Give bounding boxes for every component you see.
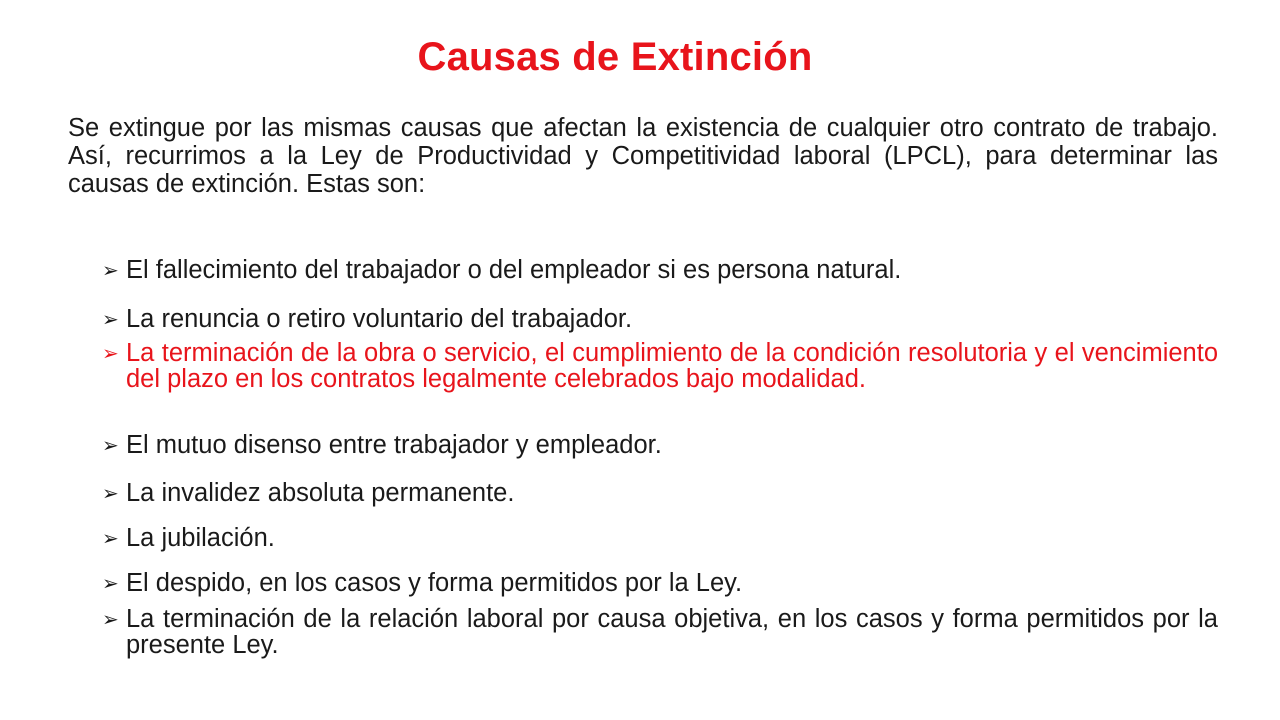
cause-text: La jubilación.: [126, 524, 275, 552]
cause-item-death: [104, 257, 1218, 283]
cause-item-resignation: [104, 306, 1218, 332]
cause-text: El mutuo disenso entre trabajador y empleador.: [126, 431, 662, 459]
cause-text: La renuncia o retiro voluntario del trabajador.: [126, 305, 633, 333]
cause-text: La terminación de la relación laboral por causa objetiva, en los casos y forma permitidos por la presente Ley.: [126, 605, 1218, 659]
arrow-bullet-icon: ➢: [102, 258, 119, 282]
arrow-bullet-icon: ➢: [102, 307, 119, 331]
intro-paragraph: Se extingue por las mismas causas que afectan la existencia de cualquier otro contrato de trabajo. Así, recurrimos a la Ley de Productividad y Competitividad laboral (LPCL), para determinar las causas de extinción. Estas son:: [68, 114, 1218, 198]
cause-text: El despido, en los casos y forma permitidos por la Ley.: [126, 569, 743, 597]
cause-item-retirement: [104, 525, 1218, 551]
cause-item-mutual-agreement: [104, 432, 1218, 458]
cause-text: La invalidez absoluta permanente.: [126, 479, 515, 507]
cause-item-contract-end: [104, 340, 1218, 392]
cause-item-dismissal: [104, 570, 1218, 596]
arrow-bullet-icon: ➢: [102, 341, 119, 365]
arrow-bullet-icon: ➢: [102, 571, 119, 595]
arrow-bullet-icon: ➢: [102, 526, 119, 550]
arrow-bullet-icon: ➢: [102, 607, 119, 631]
slide-title: Causas de Extinción: [417, 35, 813, 79]
arrow-bullet-icon: ➢: [102, 433, 119, 457]
cause-text: La terminación de la obra o servicio, el cumplimiento de la condición resolutoria y el vencimiento del plazo en los contratos legalmente celebrados bajo modalidad.: [126, 339, 1218, 393]
cause-text: El fallecimiento del trabajador o del empleador si es persona natural.: [126, 256, 902, 284]
cause-item-invalidity: [104, 480, 1218, 506]
arrow-bullet-icon: ➢: [102, 481, 119, 505]
cause-item-objective-cause: [104, 606, 1218, 658]
